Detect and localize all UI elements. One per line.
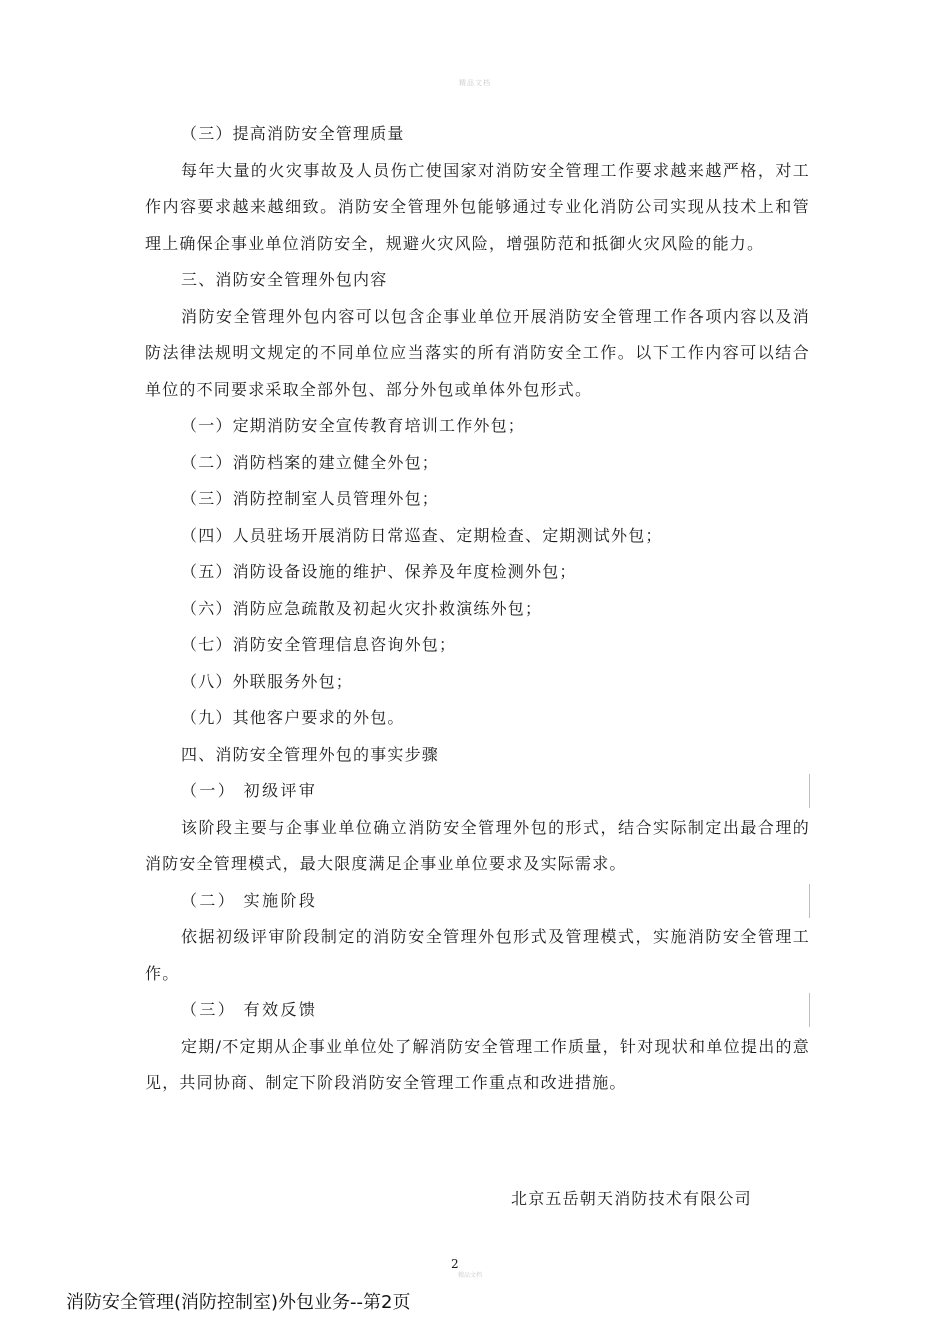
- watermark-bottom: 精品文档: [458, 1272, 483, 1279]
- section-heading: 四、消防安全管理外包的事实步骤: [181, 744, 440, 764]
- company-signature: 北京五岳朝天消防技术有限公司: [511, 1189, 752, 1208]
- list-item: （六）消防应急疏散及初起火灾扑救演练外包；: [181, 598, 543, 618]
- step-heading: （三） 有效反馈: [181, 1000, 318, 1019]
- list-item: （四）人员驻场开展消防日常巡查、定期检查、定期测试外包；: [181, 525, 663, 545]
- step-heading-row: [145, 992, 810, 1029]
- watermark-top: 精品文档: [459, 79, 491, 87]
- list-item: （九）其他客户要求的外包。: [181, 708, 405, 727]
- list-item: （一）定期消防安全宣传教育培训工作外包；: [181, 416, 526, 435]
- body-paragraph: 消防安全管理外包内容可以包含企事业单位开展消防安全管理工作各项内容以及消防法律法规明文规定的不同单位应当落实的所有消防安全工作。以下工作内容可以结合单位的不同要求采取全部外包、部分外包或单体外包形式。: [145, 306, 810, 399]
- body-paragraph: 定期/不定期从企事业单位处了解消防安全管理工作质量，针对现状和单位提出的意见，共同协商、制定下阶段消防安全管理工作重点和改进措施。: [145, 1036, 810, 1092]
- margin-divider: [809, 993, 810, 1027]
- margin-divider: [809, 774, 810, 808]
- list-item: （二）消防档案的建立健全外包；: [181, 452, 440, 472]
- body-paragraph: 该阶段主要与企事业单位确立消防安全管理外包的形式，结合实际制定出最合理的消防安全管理模式，最大限度满足企事业单位要求及实际需求。: [145, 817, 810, 873]
- body-paragraph: 每年大量的火灾事故及人员伤亡使国家对消防安全管理工作要求越来越严格，对工作内容要求越来越细致。消防安全管理外包能够通过专业化消防公司实现从技术上和管理上确保企事业单位消防安全，规避火灾风险，增强防范和抵御火灾风险的能力。: [145, 160, 810, 253]
- page-number: 2: [451, 1257, 459, 1271]
- document-body: [145, 116, 810, 1102]
- step-heading-row: [145, 883, 810, 920]
- step-heading: （一） 初级评审: [181, 781, 318, 800]
- body-paragraph: 依据初级评审阶段制定的消防安全管理外包形式及管理模式，实施消防安全管理工作。: [145, 927, 810, 983]
- margin-divider: [809, 884, 810, 918]
- footer-title: 消防安全管理(消防控制室)外包业务--第2页: [66, 1292, 411, 1313]
- step-heading-row: [145, 773, 810, 810]
- section-heading: 三、消防安全管理外包内容: [181, 270, 388, 289]
- list-item: （三）消防控制室人员管理外包；: [181, 489, 440, 508]
- section-heading: （三）提高消防安全管理质量: [181, 124, 405, 143]
- list-item: （七）消防安全管理信息咨询外包；: [181, 635, 457, 654]
- step-heading: （二） 实施阶段: [181, 890, 318, 910]
- list-item: （八）外联服务外包；: [181, 671, 354, 691]
- list-item: （五）消防设备设施的维护、保养及年度检测外包；: [181, 562, 577, 581]
